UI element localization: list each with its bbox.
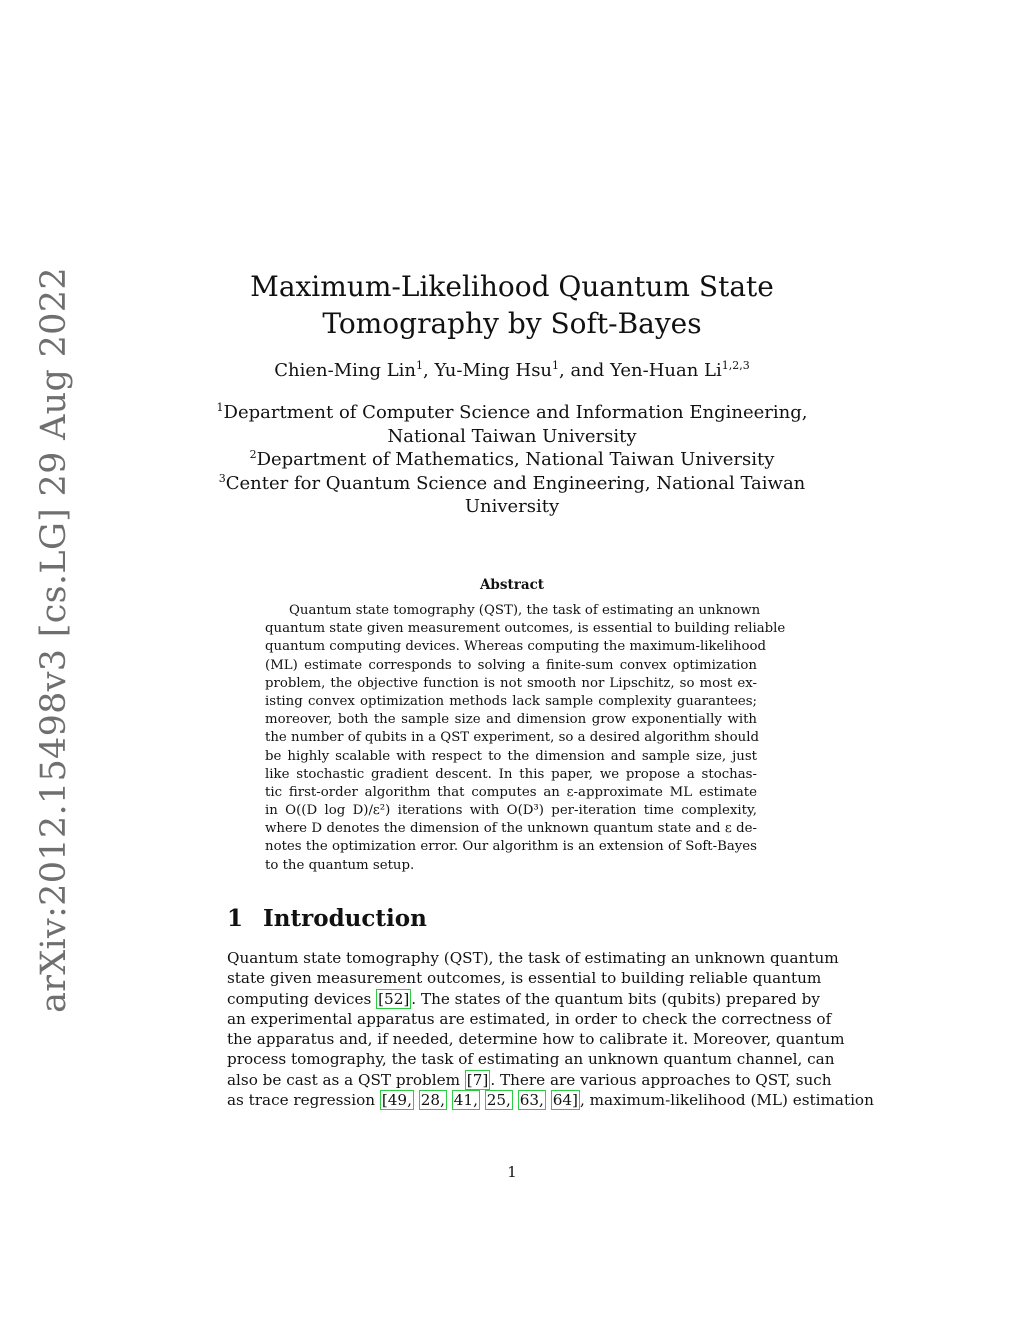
abstract-line: problem, the objective function is not smooth nor Lipschitz, so most ex- bbox=[265, 675, 757, 691]
abstract-line: like stochastic gradient descent. In this paper, we propose a stochas- bbox=[265, 766, 757, 782]
abstract-line: tic first-order algorithm that computes an ε-approximate ML estimate bbox=[265, 784, 757, 800]
abstract-line: isting convex optimization methods lack sample complexity guarantees; bbox=[265, 693, 757, 709]
author-name: Yu-Ming Hsu bbox=[434, 360, 553, 381]
citation-link[interactable]: 64] bbox=[552, 1091, 578, 1110]
citation-link[interactable]: [52] bbox=[378, 989, 410, 1008]
body-line: an experimental apparatus are estimated, in order to check the correctness of bbox=[227, 1009, 832, 1028]
affiliation-line bbox=[0, 401, 1024, 425]
title-line: Maximum-Likelihood Quantum State bbox=[250, 270, 774, 303]
author-separator: , bbox=[423, 360, 435, 381]
affiliation-line bbox=[0, 495, 1024, 519]
affiliation-line bbox=[0, 425, 1024, 449]
introduction-body bbox=[227, 948, 874, 1110]
affiliation-text: Center for Quantum Science and Engineering, National Taiwan bbox=[225, 472, 806, 494]
body-text: as trace regression bbox=[227, 1091, 380, 1110]
body-text: also be cast as a QST problem bbox=[227, 1070, 465, 1089]
abstract-line: in O((D log D)/ε²) iterations with O(D³) per-iteration time complexity, bbox=[265, 803, 757, 819]
body-text: computing devices bbox=[227, 989, 377, 1008]
affiliations bbox=[0, 401, 1024, 519]
abstract-line: notes the optimization error. Our algorithm is an extension of Soft-Bayes bbox=[265, 839, 757, 855]
body-line bbox=[227, 1090, 874, 1110]
abstract-line: Quantum state tomography (QST), the task of estimating an unknown bbox=[289, 603, 761, 618]
body-line: process tomography, the task of estimating an unknown quantum channel, can bbox=[227, 1050, 835, 1069]
arxiv-identifier: arXiv:2012.15498v3 [cs.LG] 29 Aug 2022 bbox=[34, 267, 74, 1013]
abstract-line: the number of qubits in a QST experiment, so a desired algorithm should bbox=[265, 730, 759, 746]
affiliation-line bbox=[0, 448, 1024, 472]
affiliation-text: Department of Computer Science and Information Engineering, bbox=[223, 402, 808, 423]
affiliation-text: National Taiwan University bbox=[387, 425, 637, 447]
abstract-line: quantum state given measurement outcomes, is essential to building reliable bbox=[265, 621, 786, 637]
author-affiliation-mark: 1 bbox=[416, 359, 424, 372]
body-line: state given measurement outcomes, is essential to building reliable quantum bbox=[227, 969, 822, 988]
body-text: . There are various approaches to QST, such bbox=[490, 1070, 832, 1089]
affiliation-mark: 3 bbox=[218, 471, 226, 485]
abstract-line: be highly scalable with respect to the dimension and sample size, just bbox=[265, 748, 757, 764]
affiliation-mark: 1 bbox=[216, 401, 224, 414]
body-text: , maximum-likelihood (ML) estimation bbox=[579, 1091, 874, 1110]
affiliation-mark: 2 bbox=[249, 448, 257, 462]
abstract-line: (ML) estimate corresponds to solving a finite-sum convex optimization bbox=[265, 657, 757, 673]
affiliation-text: University bbox=[464, 496, 560, 518]
author-affiliation-mark: 1 bbox=[552, 359, 560, 372]
affiliation-line bbox=[0, 472, 1024, 496]
body-line: the apparatus and, if needed, determine how to calibrate it. Moreover, quantum bbox=[227, 1030, 845, 1049]
body-text: . The states of the quantum bits (qubits) prepared by bbox=[411, 989, 820, 1008]
affiliation-text: Department of Mathematics, National Taiwan University bbox=[256, 449, 775, 471]
citation-link[interactable]: 63, bbox=[519, 1091, 544, 1110]
citation-link[interactable]: [49, bbox=[381, 1091, 412, 1110]
citation-link[interactable]: [7] bbox=[466, 1070, 489, 1089]
body-line bbox=[227, 1070, 832, 1090]
abstract-body bbox=[265, 602, 786, 875]
abstract-line: moreover, both the sample size and dimension grow exponentially with bbox=[265, 712, 757, 728]
author-affiliation-mark: 1,2,3 bbox=[721, 359, 750, 372]
abstract-heading: Abstract bbox=[479, 577, 545, 593]
paper-title bbox=[0, 268, 1024, 342]
author-name: Chien-Ming Lin bbox=[274, 360, 417, 381]
abstract-line: to the quantum setup. bbox=[265, 857, 415, 873]
author-separator: , and bbox=[559, 360, 611, 381]
citation-link[interactable]: 25, bbox=[486, 1091, 511, 1110]
abstract-line: where D denotes the dimension of the unknown quantum state and ε de- bbox=[265, 821, 757, 837]
author-list bbox=[0, 360, 1024, 381]
abstract-line: quantum computing devices. Whereas computing the maximum-likelihood bbox=[265, 639, 767, 655]
page-number: 1 bbox=[507, 1163, 517, 1181]
body-line: Quantum state tomography (QST), the task of estimating an unknown quantum bbox=[227, 949, 839, 967]
citation-link[interactable]: 28, bbox=[420, 1091, 445, 1110]
section-title: Introduction bbox=[263, 905, 427, 932]
section-heading bbox=[227, 905, 427, 932]
section-number: 1 bbox=[227, 905, 244, 932]
title-line: Tomography by Soft-Bayes bbox=[322, 307, 702, 340]
citation-link[interactable]: 41, bbox=[453, 1091, 478, 1110]
body-line bbox=[227, 989, 820, 1009]
author-name: Yen-Huan Li bbox=[610, 360, 722, 381]
